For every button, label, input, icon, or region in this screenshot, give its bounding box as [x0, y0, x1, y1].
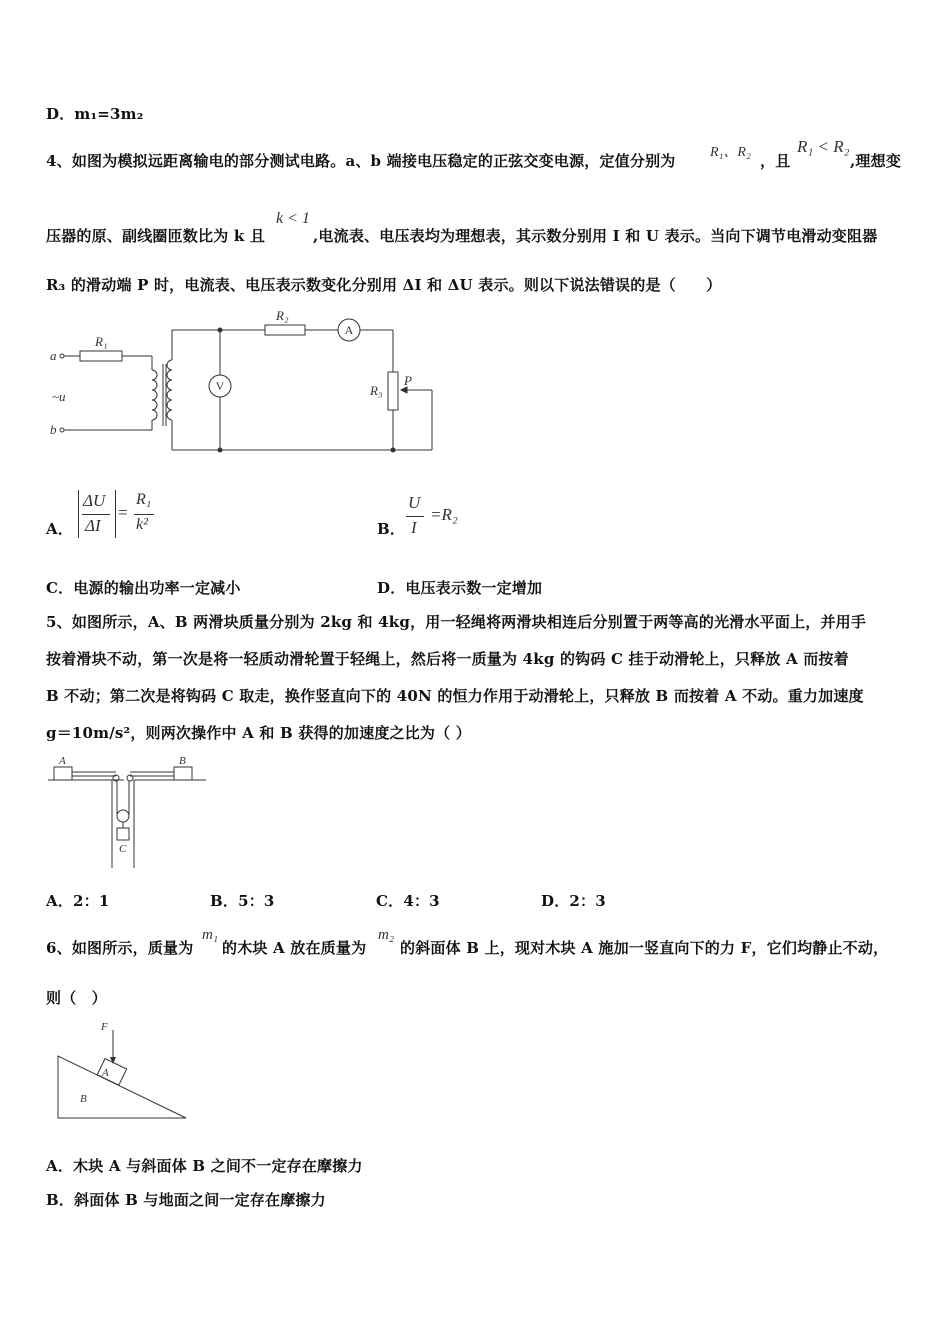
label-u: ~u: [52, 389, 66, 404]
q4-condition-r: R₁ < R₂: [797, 137, 850, 156]
q4-condition-k: k < 1: [276, 210, 310, 227]
q4-option-a-fraction-bar: [82, 514, 110, 515]
q6-stem-line2: 则（ ）: [46, 989, 107, 1007]
terminal-b: [60, 428, 64, 432]
q4-circuit-diagram: [40, 300, 450, 465]
q5-option-b: B．5：3: [210, 892, 275, 910]
block-b: [174, 767, 192, 780]
label-block-a: A: [102, 1067, 109, 1079]
label-wedge-b: B: [80, 1093, 87, 1105]
q6-option-a: A．木块 A 与斜面体 B 之间不一定存在摩擦力: [46, 1157, 363, 1175]
primary-coil: [152, 370, 157, 420]
q4-option-a-rhs-num: R₁: [136, 491, 152, 508]
q5-option-a: A．2：1: [46, 892, 110, 910]
label-force-f: F: [101, 1021, 108, 1033]
q4-option-a-numerator: ΔU: [83, 491, 106, 510]
ammeter-label: A: [344, 323, 354, 337]
moving-pulley: [117, 810, 129, 822]
q4-stem-line2b: ,电流表、电压表均为理想表，其示数分别用 I 和 U 表示。当向下调节电滑动变阻器: [313, 227, 878, 245]
q6-stem-line1b: 的木块 A 放在质量为: [222, 939, 367, 957]
q4-option-b-denominator: I: [411, 518, 417, 537]
label-a: a: [50, 348, 57, 363]
q4-stem-mid1: ，且: [760, 152, 791, 170]
terminal-a: [60, 354, 64, 358]
label-r3: R₃: [370, 383, 383, 398]
wedge-b: [58, 1056, 186, 1118]
resistor-r2: [265, 325, 305, 335]
junction-bottom-right: [391, 448, 396, 453]
label-r2: R₂: [276, 308, 289, 323]
label-p: P: [404, 373, 412, 388]
label-block-a: A: [59, 755, 66, 767]
label-block-c: C: [119, 843, 127, 855]
hook-weight-c: [117, 828, 129, 840]
q4-option-a-equals: =: [118, 503, 128, 522]
q4-stem-line2a: 压器的原、副线圈匝数比为 k 且: [46, 227, 266, 245]
q5-stem-line1: 5、如图所示，A、B 两滑块质量分别为 2kg 和 4kg，用一轻绳将两滑块相连后分别置于两等高的光滑水平面上，并用手: [46, 613, 867, 631]
junction-bottom-left: [218, 448, 223, 453]
label-r1: R₁: [95, 334, 108, 349]
q4-option-a-label: A．: [46, 520, 74, 538]
q6-mass-m1: m₁: [202, 927, 219, 943]
q4-resistor-pair: R₁、R₂: [710, 145, 751, 160]
q4-stem-line1: 4、如图为模拟远距离输电的部分测试电路。a、b 端接电压稳定的正弦交变电源，定值分别为: [46, 152, 676, 170]
q5-option-d: D．2：3: [541, 892, 606, 910]
q6-mass-m2: m₂: [378, 927, 395, 943]
q4-option-b-label: B．: [377, 520, 406, 538]
q4-option-b-rhs: =R₂: [430, 505, 458, 524]
resistor-r1: [80, 351, 122, 361]
block-a: [54, 767, 72, 780]
q4-option-c: C．电源的输出功率一定减小: [46, 579, 241, 597]
q6-stem-line1a: 6、如图所示，质量为: [46, 939, 194, 957]
q4-option-a-rhs-den: k²: [136, 516, 148, 533]
q3-option-d: D．m₁=3m₂: [46, 105, 144, 123]
q5-pulley-diagram: [44, 752, 214, 872]
q6-incline-diagram: [52, 1016, 197, 1126]
q5-stem-line2: 按着滑块不动，第一次是将一轻质动滑轮置于轻绳上，然后将一质量为 4kg 的钩码 C 挂于动滑轮上，只释放 A 而按着: [46, 650, 849, 668]
q5-stem-line3: B 不动；第二次是将钩码 C 取走，换作竖直向下的 40N 的恒力作用于动滑轮上，只释放 B 而按着 A 不动。重力加速度: [46, 687, 864, 705]
q5-option-c: C．4：3: [376, 892, 440, 910]
q4-option-a-denominator: ΔI: [85, 516, 101, 535]
q4-option-b-numerator: U: [408, 493, 421, 512]
q4-stem-line3: R₃ 的滑动端 P 时，电流表、电压表示数变化分别用 ΔI 和 ΔU 表示。则以下说法错误的是（ ）: [46, 276, 722, 294]
q6-stem-line1c: 的斜面体 B 上，现对木块 A 施加一竖直向下的力 F，它们均静止不动，: [400, 939, 889, 957]
secondary-coil: [167, 360, 172, 420]
voltmeter-label: V: [215, 379, 225, 393]
label-block-b: B: [179, 755, 186, 767]
q4-stem-end1: ,理想变: [850, 152, 902, 170]
label-b: b: [50, 422, 57, 437]
q4-option-b-fraction-bar: [406, 516, 424, 517]
q4-option-a-rhs-bar: [134, 514, 154, 515]
q6-option-b: B．斜面体 B 与地面之间一定存在摩擦力: [46, 1191, 326, 1209]
junction-top: [218, 328, 223, 333]
q4-option-d: D．电压表示数一定增加: [377, 579, 543, 597]
rheostat-r3: [388, 372, 398, 410]
q5-stem-line4: g＝10m/s²，则两次操作中 A 和 B 获得的加速度之比为（ ）: [46, 724, 471, 742]
